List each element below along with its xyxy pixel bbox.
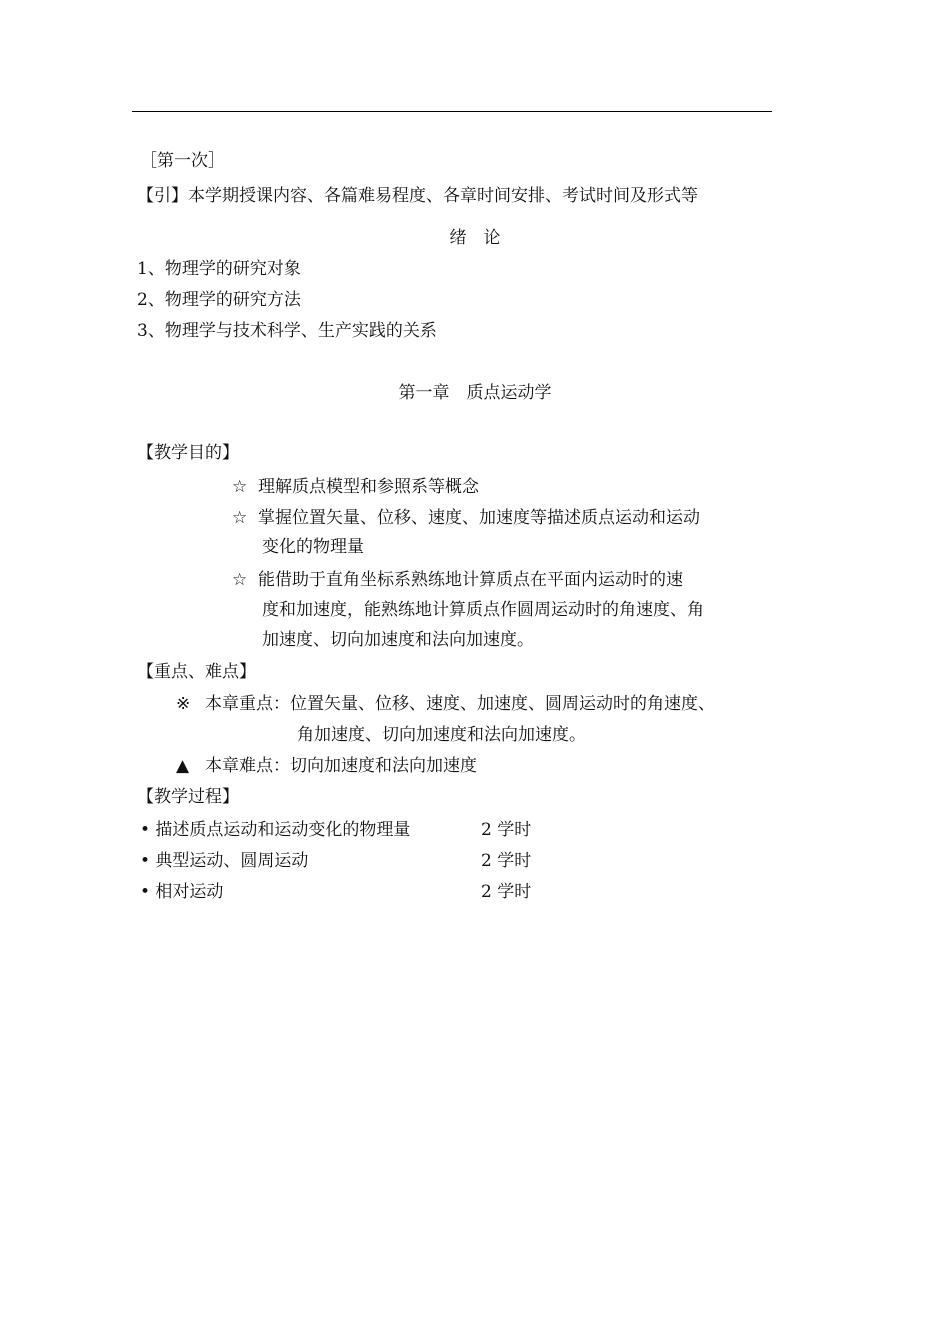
process-item-hours: 2 学时	[481, 882, 532, 902]
intro-item: 2、物理学的研究方法	[137, 290, 301, 310]
process-item-hours: 2 学时	[481, 851, 532, 871]
triangle-mark-icon: ▲	[176, 756, 190, 776]
intro-item: 3、物理学与技术科学、生产实践的关系	[137, 321, 437, 341]
objectives-heading: 【教学目的】	[137, 443, 239, 463]
focus-line	[176, 693, 715, 715]
star-bullet-icon: ☆	[232, 508, 248, 528]
intro-line: 【引】本学期授课内容、各篇难易程度、各章时间安排、考试时间及形式等	[137, 186, 698, 206]
objective-text: 理解质点模型和参照系等概念	[258, 477, 479, 497]
process-item-hours: 2 学时	[481, 820, 532, 840]
process-item-label: • 相对运动	[140, 882, 224, 902]
objective-item	[232, 476, 479, 498]
difficulty-line	[176, 755, 477, 777]
intro-item: 1、物理学的研究对象	[137, 259, 301, 279]
focus-text-continued: 角加速度、切向加速度和法向加速度。	[297, 725, 586, 745]
objective-text-continued: 加速度、切向加速度和法向加速度。	[262, 630, 534, 650]
process-item-label: • 描述质点运动和运动变化的物理量	[140, 820, 411, 840]
key-points-heading: 【重点、难点】	[137, 662, 256, 682]
objective-item	[232, 507, 700, 529]
chapter-title: 第一章 质点运动学	[398, 383, 552, 403]
objective-text: 能借助于直角坐标系熟练地计算质点在平面内运动时的速	[258, 570, 683, 590]
process-item-label: • 典型运动、圆周运动	[140, 851, 309, 871]
star-bullet-icon: ☆	[232, 477, 248, 497]
session-label: ［第一次］	[140, 151, 225, 171]
reference-mark-icon: ※	[176, 694, 191, 714]
intro-section-title: 绪 论	[449, 228, 501, 248]
objective-text-continued: 度和加速度，能熟练地计算质点作圆周运动时的角速度、角	[262, 600, 704, 620]
process-heading: 【教学过程】	[137, 787, 239, 807]
objective-item	[232, 569, 683, 591]
objective-text-continued: 变化的物理量	[262, 537, 364, 557]
header-rule	[132, 111, 772, 112]
star-bullet-icon: ☆	[232, 570, 248, 590]
difficulty-text: 本章难点：切向加速度和法向加速度	[205, 756, 477, 776]
focus-text: 本章重点：位置矢量、位移、速度、加速度、圆周运动时的角速度、	[205, 694, 715, 714]
objective-text: 掌握位置矢量、位移、速度、加速度等描述质点运动和运动	[258, 508, 700, 528]
